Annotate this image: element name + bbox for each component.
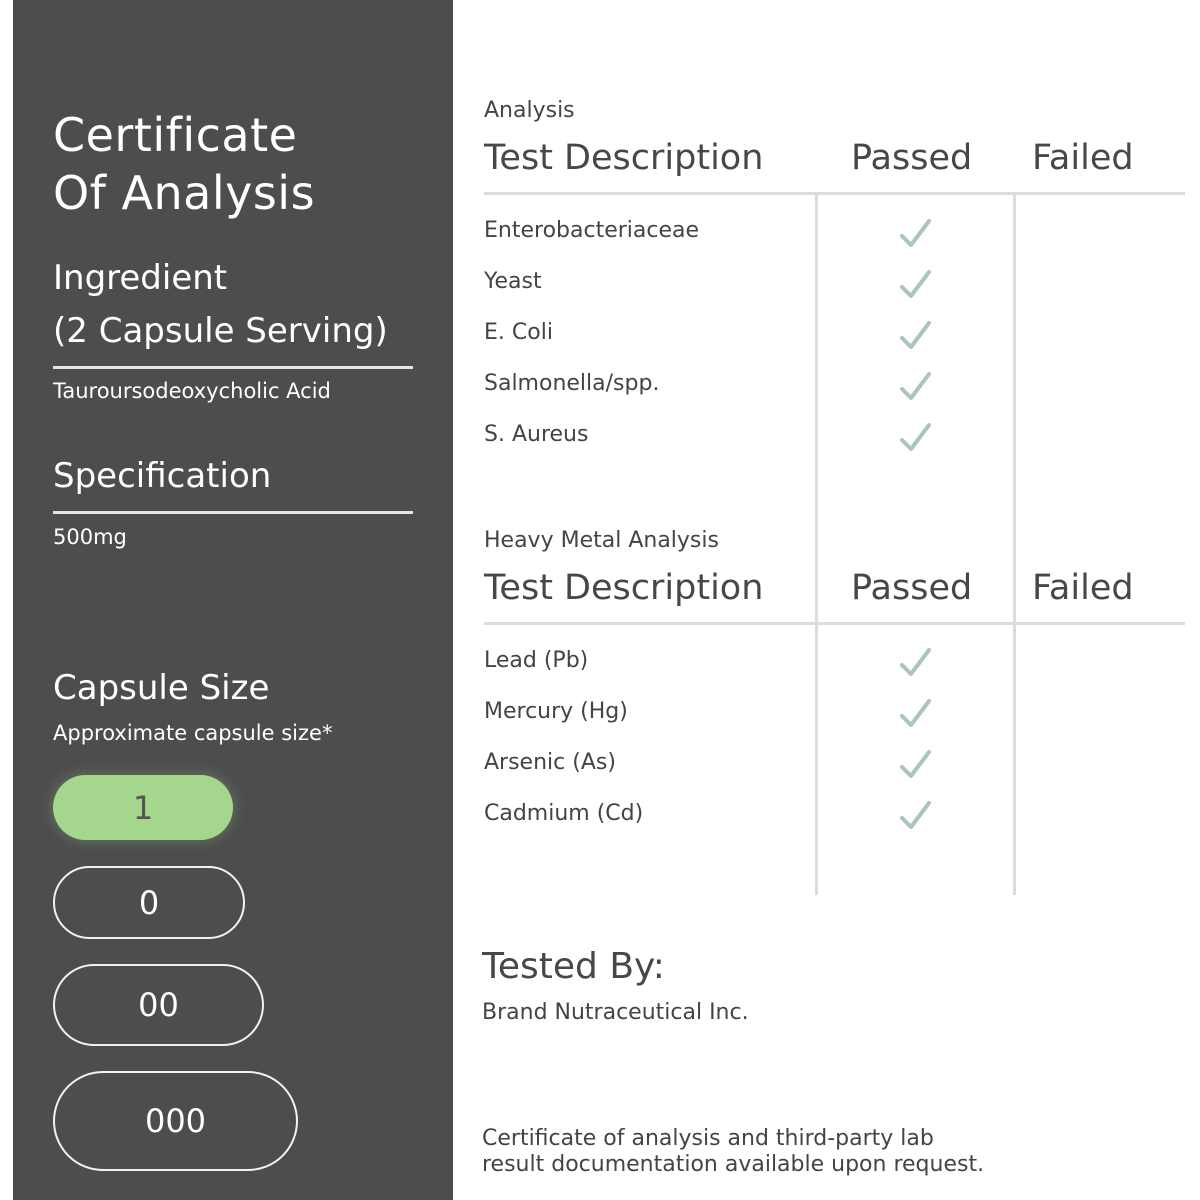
certificate-title-line2: Of Analysis bbox=[53, 166, 316, 220]
check-icon bbox=[898, 420, 934, 456]
column-divider-failed bbox=[1013, 195, 1016, 895]
check-icon bbox=[898, 369, 934, 405]
analysis-row-label: Enterobacteriaceae bbox=[484, 218, 700, 243]
heavy-metal-row-label: Mercury (Hg) bbox=[484, 699, 628, 724]
tested-by-heading: Tested By: bbox=[482, 946, 665, 987]
footnote-line1: Certificate of analysis and third-party lab bbox=[482, 1126, 934, 1151]
analysis-row-label: S. Aureus bbox=[484, 422, 589, 447]
analysis-row-label: E. Coli bbox=[484, 320, 553, 345]
analysis-col-failed: Failed bbox=[1032, 138, 1134, 178]
capsule-size-label: 00 bbox=[138, 986, 179, 1024]
specification-value: 500mg bbox=[53, 525, 127, 549]
analysis-col-passed: Passed bbox=[851, 138, 973, 178]
check-icon bbox=[898, 798, 934, 834]
analysis-header-divider bbox=[484, 192, 1185, 195]
footnote-line2: result documentation available upon request. bbox=[482, 1152, 985, 1177]
heavy-metal-row-label: Arsenic (As) bbox=[484, 750, 616, 775]
check-icon bbox=[898, 696, 934, 732]
heavy-metal-row-label: Cadmium (Cd) bbox=[484, 801, 644, 826]
ingredient-heading-line1: Ingredient bbox=[53, 258, 228, 298]
heavy-metal-row-label: Lead (Pb) bbox=[484, 648, 589, 673]
footnote bbox=[482, 1126, 1082, 1178]
heavy-metal-col-test: Test Description bbox=[484, 568, 764, 608]
capsule-size-note: Approximate capsule size* bbox=[53, 721, 333, 745]
capsule-size-label: 0 bbox=[138, 883, 160, 922]
capsule-size-label: 000 bbox=[144, 1102, 207, 1140]
check-icon bbox=[898, 216, 934, 252]
specification-heading-text: Specification bbox=[53, 456, 272, 496]
certificate-title-line1: Certificate bbox=[53, 108, 298, 162]
check-icon bbox=[898, 645, 934, 681]
heavy-metal-col-failed: Failed bbox=[1032, 568, 1134, 608]
check-icon bbox=[898, 267, 934, 303]
tested-by-value: Brand Nutraceutical Inc. bbox=[482, 1000, 749, 1025]
check-icon bbox=[898, 318, 934, 354]
capsule-size-label: 1 bbox=[132, 788, 154, 827]
analysis-col-test: Test Description bbox=[484, 138, 764, 178]
heavy-metal-label: Heavy Metal Analysis bbox=[484, 528, 719, 553]
heavy-metal-header-divider bbox=[484, 622, 1185, 625]
heavy-metal-col-passed: Passed bbox=[851, 568, 973, 608]
ingredient-heading-line2: (2 Capsule Serving) bbox=[53, 311, 388, 351]
analysis-row-label: Salmonella/spp. bbox=[484, 371, 660, 396]
capsule-size-heading: Capsule Size bbox=[53, 668, 270, 708]
analysis-label: Analysis bbox=[484, 98, 575, 123]
column-divider-passed bbox=[815, 195, 818, 895]
ingredient-value: Tauroursodeoxycholic Acid bbox=[53, 379, 331, 403]
check-icon bbox=[898, 747, 934, 783]
analysis-row-label: Yeast bbox=[484, 269, 542, 294]
